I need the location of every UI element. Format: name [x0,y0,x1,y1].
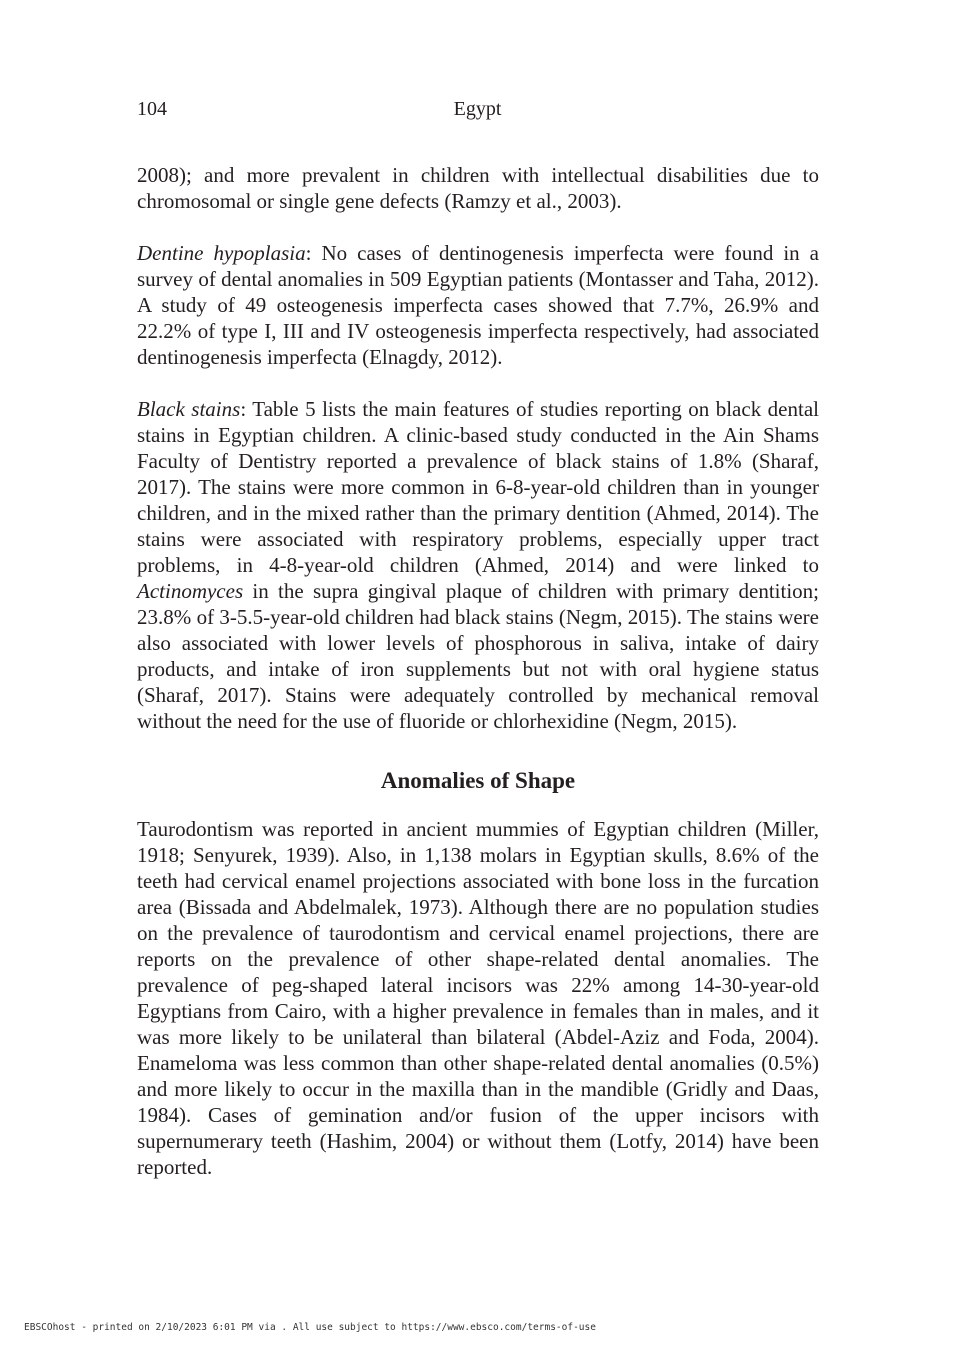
paragraph-text: : Table 5 lists the main features of studies reporting on black dental stains in Egyptian children. A clinic-based study conducted in the Ain Shams Faculty of Dentistry reported a prevalence of black stains of 1.8% (Sharaf, 2017). The stains were more common in 6-8-year-old children than in younger children, and in the mixed rather than the primary dentition (Ahmed, 2014). The stains were associated with respiratory problems, especially upper tract problems, in 4-8-year-old children (Ahmed, 2014) and were linked to [137,397,819,577]
run-in-heading-dentine-hypoplasia: Dentine hypoplasia [137,241,306,265]
page-body [137,162,819,1180]
page-number: 104 [137,98,167,120]
paragraph-black-stains [137,396,819,734]
footer-notice: EBSCOhost - printed on 2/10/2023 6:01 PM via . All use subject to https://www.ebsco.com/terms-of-use [24,1322,596,1333]
paragraph-text: : No cases of dentinogenesis imperfecta were found in a survey of dental anomalies in 509 Egyptian patients (Montasser and Taha, 2012). A study of 49 osteogenesis imperfecta cases showed that 7.7%, 26.9% and 22.2% of type I, III and IV osteogenesis imperfecta respectively, had associated dentinogenesis imperfecta (Elnagdy, 2012). [137,241,819,369]
paragraph-dentine-hypoplasia [137,240,819,370]
paragraph-text: in the supra gingival plaque of children with primary dentition; 23.8% of 3-5.5-year-old children had black stains (Negm, 2015). The stains were also associated with lower levels of phosphorous in saliva, intake of dairy products, and intake of iron supplements but not with oral hygiene status (Sharaf, 2017). Stains were adequately controlled by mechanical removal without the need for the use of fluoride or chlorhexidine (Negm, 2015). [137,579,819,733]
paragraph-continuation: 2008); and more prevalent in children with intellectual disabilities due to chromosomal or single gene defects (Ramzy et al., 2003). [137,163,819,213]
run-in-heading-black-stains: Black stains [137,397,241,421]
running-title: Egypt [453,98,502,120]
section-heading: Anomalies of Shape [380,768,576,793]
organism-name: Actinomyces [137,579,244,603]
paragraph-anomalies-of-shape: Taurodontism was reported in ancient mummies of Egyptian children (Miller, 1918; Senyurek, 1939). Also, in 1,138 molars in Egyptian skulls, 8.6% of the teeth had cervical enamel projections associated with bone loss in the furcation area (Bissada and Abdelmalek, 1973). Although there are no population studies on the prevalence of taurodontism and cervical enamel projections, there are reports on the prevalence of other shape-related dental anomalies. The prevalence of peg-shaped lateral incisors was 22% among 14-30-year-old Egyptians from Cairo, with a higher prevalence in females than in males, and it was more likely to be unilateral than bilateral (Abdel-Aziz and Foda, 2004). Enameloma was less common than other shape-related dental anomalies (0.5%) and more likely to occur in the maxilla than in the mandible (Gridly and Daas, 1984). Cases of gemination and/or fusion of the upper incisors with supernumerary teeth (Hashim, 2004) or without them (Lotfy, 2014) have been reported. [137,817,819,1179]
